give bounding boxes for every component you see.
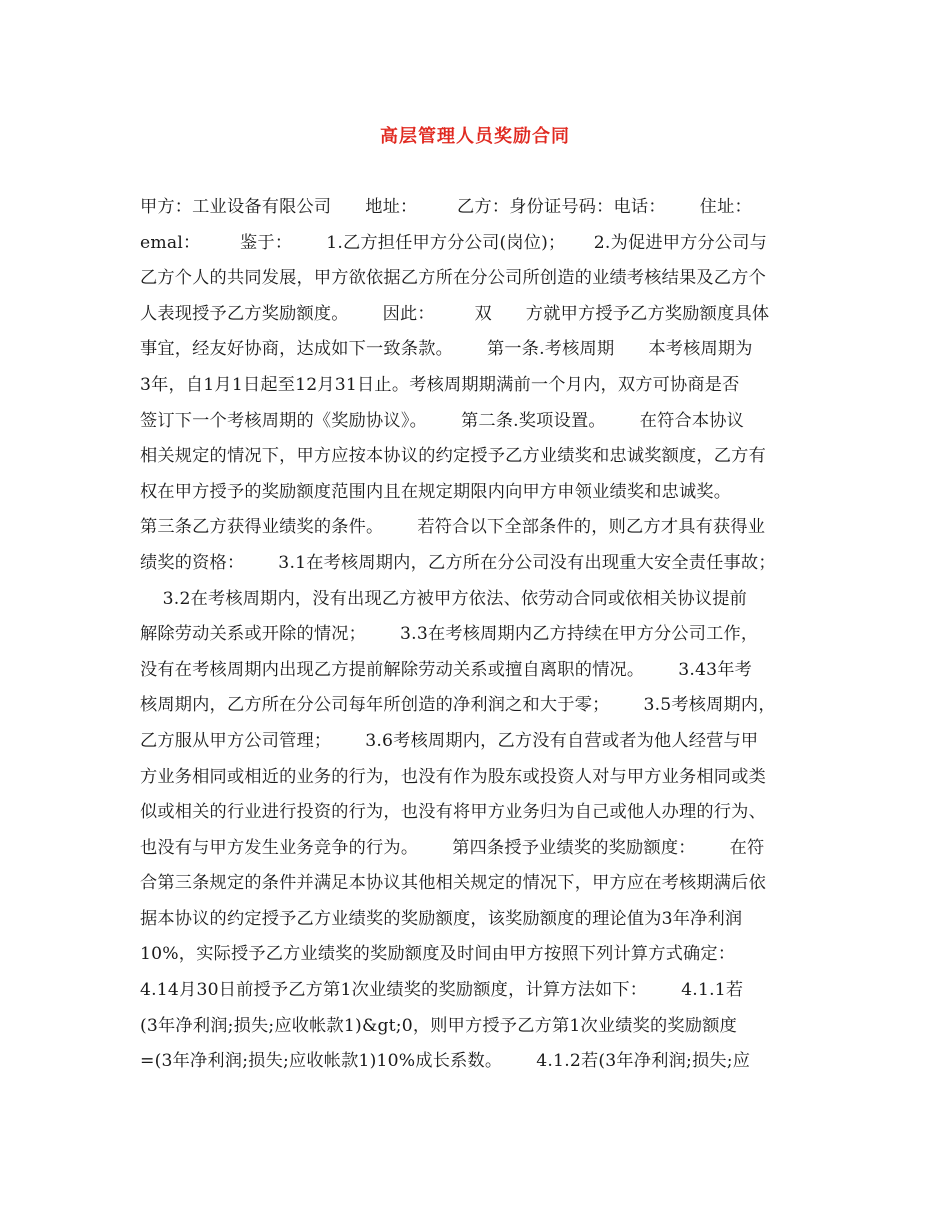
body-line: 似或相关的行业进行投资的行为，也没有将甲方业务归为自己或他人办理的行为、 — [140, 802, 766, 823]
document-title: 高层管理人员奖励合同 — [380, 126, 570, 147]
body-line: 核周期内，乙方所在分公司每年所创造的净利润之和大于零； 3.5考核周期内， — [140, 695, 776, 716]
body-line: 3年，自1月1日起至12月31日止。考核周期期满前一个月内，双方可协商是否 — [140, 374, 740, 395]
body-line: 3.2在考核周期内，没有出现乙方被甲方依法、依劳动合同或依相关协议提前 — [140, 588, 747, 609]
body-line: 相关规定的情况下，甲方应按本协议的约定授予乙方业绩奖和忠诚奖额度，乙方有 — [140, 446, 766, 467]
document-body — [140, 190, 820, 1080]
body-line: 乙方服从甲方公司管理； 3.6考核周期内，乙方没有自营或者为他人经营与甲 — [140, 730, 759, 751]
body-line: 没有在考核周期内出现乙方提前解除劳动关系或擅自离职的情况。 3.43年考 — [140, 659, 753, 680]
body-line: =(3年净利润;损失;应收帐款1)10%成长系数。 4.1.2若(3年净利润;损失;应 — [140, 1051, 751, 1072]
body-line: 10%，实际授予乙方业绩奖的奖励额度及时间由甲方按照下列计算方式确定： — [140, 944, 736, 965]
body-line: 人表现授予乙方奖励额度。 因此： 双 方就甲方授予乙方奖励额度具体 — [140, 303, 770, 324]
body-line: 乙方个人的共同发展，甲方欲依据乙方所在分公司所创造的业绩考核结果及乙方个 — [140, 268, 766, 289]
body-line: 绩奖的资格： 3.1在考核周期内，乙方所在分公司没有出现重大安全责任事故； — [140, 552, 776, 573]
body-line: 4.14月30日前授予乙方第1次业绩奖的奖励额度，计算方法如下： 4.1.1若 — [140, 980, 744, 1001]
body-line: 第三条乙方获得业绩奖的条件。 若符合以下全部条件的，则乙方才具有获得业 — [140, 517, 766, 538]
body-line: 事宜，经友好协商，达成如下一致条款。 第一条.考核周期 本考核周期为 — [140, 339, 753, 360]
body-line: 合第三条规定的条件并满足本协议其他相关规定的情况下，甲方应在考核期满后依 — [140, 873, 766, 894]
body-line: 也没有与甲方发生业务竞争的行为。 第四条授予业绩奖的奖励额度： 在符 — [140, 837, 765, 858]
body-line: 据本协议的约定授予乙方业绩奖的奖励额度，该奖励额度的理论值为3年净利润 — [140, 908, 743, 929]
body-line: 解除劳动关系或开除的情况； 3.3在考核周期内乙方持续在甲方分公司工作， — [140, 624, 759, 645]
body-line: 权在甲方授予的奖励额度范围内且在规定期限内向甲方申领业绩奖和忠诚奖。 — [140, 481, 732, 502]
body-line: (3年净利润;损失;应收帐款1)&gt;0，则甲方授予乙方第1次业绩奖的奖励额度 — [140, 1015, 737, 1036]
body-line: 签订下一个考核周期的《奖励协议》。 第二条.奖项设置。 在符合本协议 — [140, 410, 745, 431]
body-line: 甲方：工业设备有限公司 地址： 乙方：身份证号码：电话： 住址： — [140, 197, 752, 217]
body-line: 方业务相同或相近的业务的行为，也没有作为股东或投资人对与甲方业务相同或类 — [140, 766, 766, 787]
body-line: emal： 鉴于： 1.乙方担任甲方分公司(岗位)； 2.为促进甲方分公司与 — [140, 232, 768, 253]
